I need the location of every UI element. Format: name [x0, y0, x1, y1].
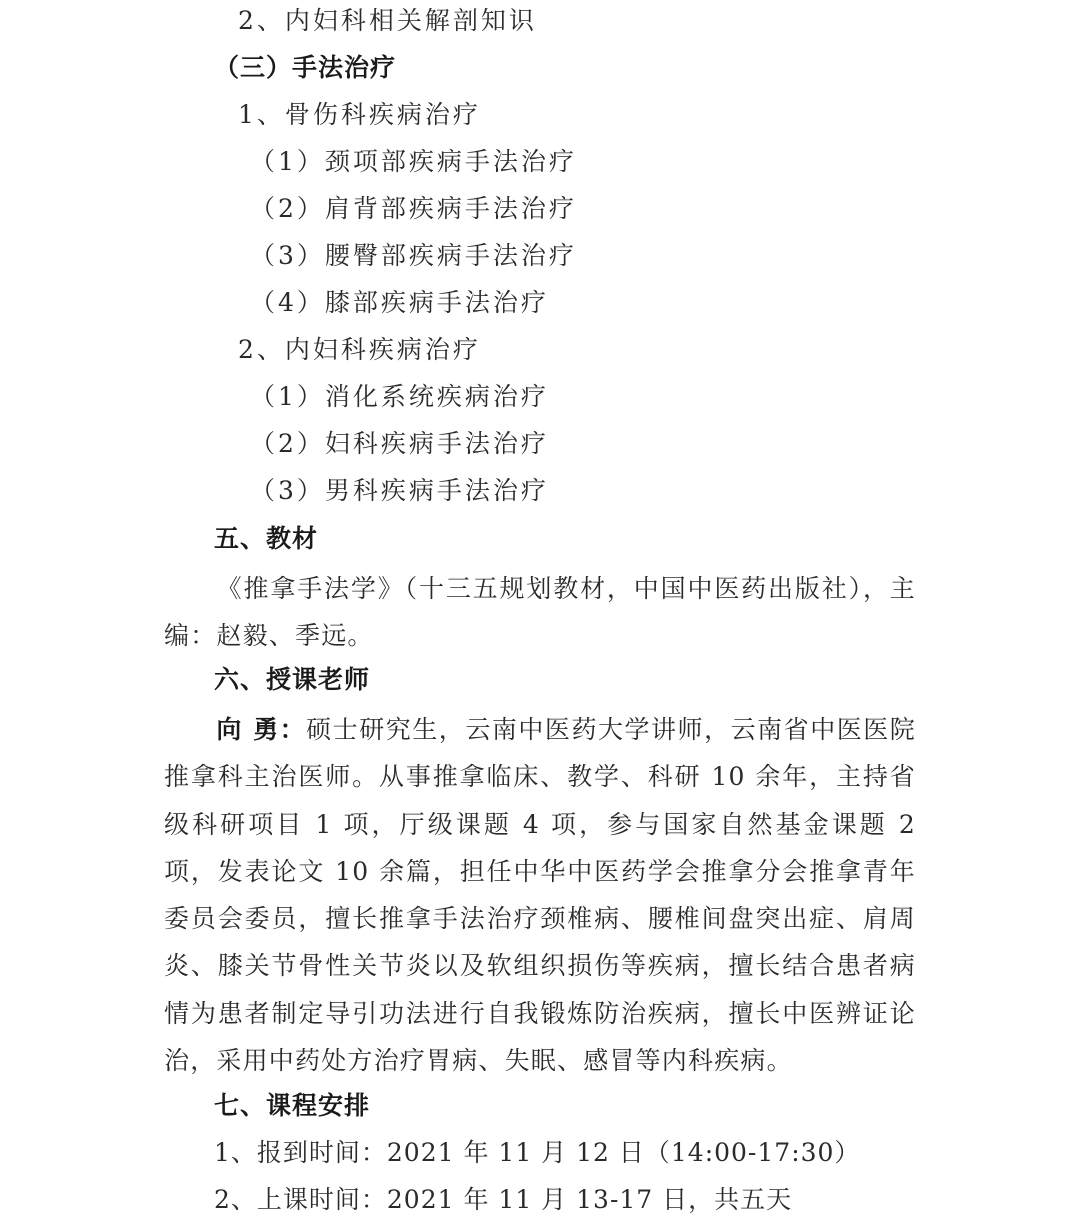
section-heading-manual-therapy: （三）手法治疗: [214, 53, 397, 82]
list-item: （3）男科疾病手法治疗: [250, 476, 549, 505]
section-heading-schedule: 七、课程安排: [214, 1091, 371, 1120]
list-item: （1）颈项部疾病手法治疗: [250, 147, 577, 176]
schedule-class-time: 2、上课时间：2021 年 11 月 13-17 日，共五天: [214, 1185, 793, 1214]
list-item: （4）膝部疾病手法治疗: [250, 288, 549, 317]
teacher-bio: 硕士研究生，云南中医药大学讲师，云南省中医医院推拿科主治医师。从事推拿临床、教学、科研 10 余年，主持省级科研项目 1 项，厅级课题 4 项，参与国家自然基金课题 2 项，发表论文 10 余篇，担任中华中医药学会推拿分会推拿青年委员会委员，擅长推拿手法治疗颈椎病、腰椎间盘突出症、肩周炎、膝关节骨性关节炎以及软组织损伤等疾病，擅长结合患者病情为患者制定导引功法进行自我锻炼防治疾病，擅长中医辨证论治，采用中药处方治疗胃病、失眠、感冒等内科疾病。: [164, 715, 916, 1076]
textbook-paragraph: [164, 565, 916, 660]
teacher-name: 向 勇：: [216, 715, 307, 744]
item-anatomy-knowledge: 2、内妇科相关解剖知识: [238, 6, 537, 35]
textbook-text: 《推拿手法学》（十三五规划教材，中国中医药出版社），主编：赵毅、季远。: [164, 574, 916, 651]
list-item: （3）腰臀部疾病手法治疗: [250, 241, 577, 270]
teacher-bio-paragraph: [164, 706, 916, 1084]
subheading-orthopedic-treatment: 1、骨伤科疾病治疗: [238, 100, 481, 129]
section-heading-textbook: 五、教材: [214, 524, 319, 553]
list-item: （2）肩背部疾病手法治疗: [250, 194, 577, 223]
section-heading-teacher: 六、授课老师: [214, 665, 371, 694]
list-item: （1）消化系统疾病治疗: [250, 382, 549, 411]
subheading-internal-gyn-treatment: 2、内妇科疾病治疗: [238, 335, 481, 364]
schedule-registration: 1、报到时间：2021 年 11 月 12 日（14:00-17:30）: [214, 1138, 861, 1167]
list-item: （2）妇科疾病手法治疗: [250, 429, 549, 458]
